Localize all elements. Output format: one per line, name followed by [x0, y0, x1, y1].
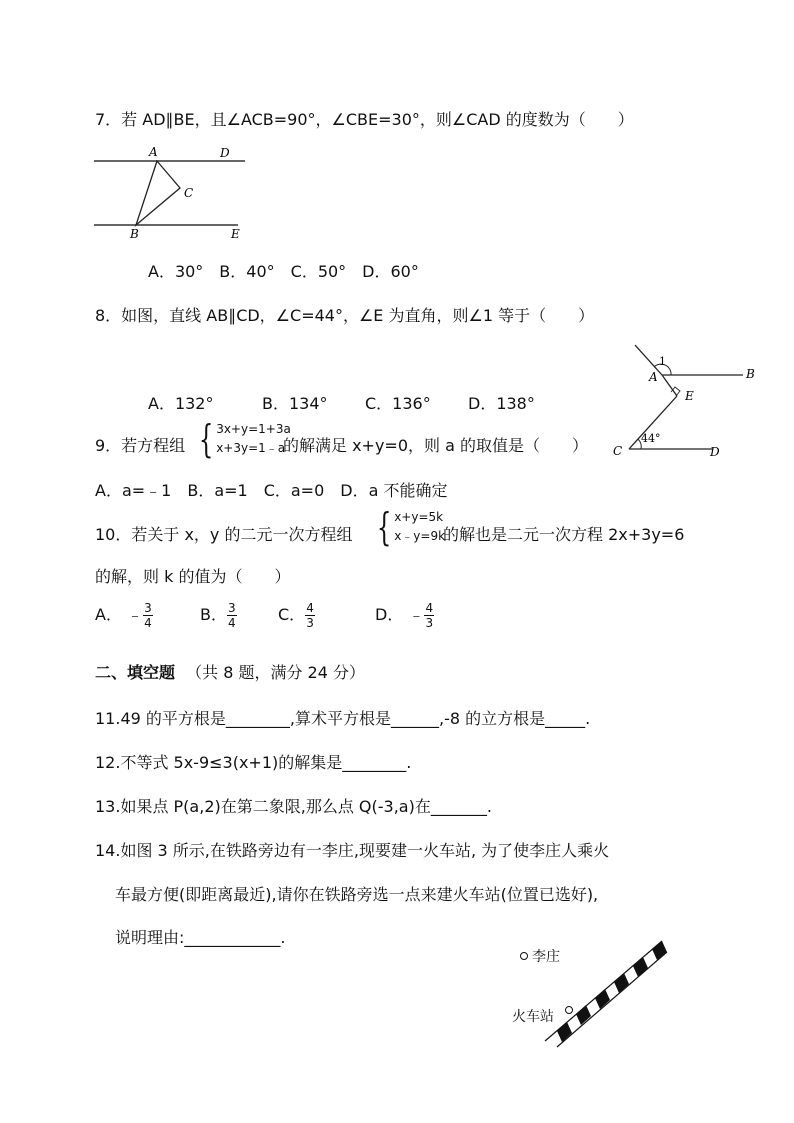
- q10-option-a: A． ﹣ $\frac{3}{4}$: [95, 601, 152, 630]
- q8-label-a: A: [649, 370, 658, 384]
- q8-option-b: B．134°: [262, 394, 328, 413]
- station-label: 火车站: [512, 1009, 554, 1025]
- q7-figure: [90, 140, 250, 245]
- q7-stem: 7．若 AD∥BE，且∠ACB=90°，∠CBE=30°，则∠CAD 的度数为（ ）: [95, 110, 634, 129]
- q9-equation-system: { 3x+y=1+3a x+3y=1﹣a: [198, 417, 291, 461]
- q7-triangle: [136, 161, 180, 225]
- q10-eq1: x+y=5k: [394, 510, 444, 524]
- q8-label-b: B: [746, 367, 755, 381]
- q9-prefix: 9．若方程组: [95, 436, 186, 455]
- q9-eq1: 3x+y=1+3a: [216, 422, 291, 436]
- q10-suffix: 的解也是二元一次方程 2x+3y=6: [443, 525, 685, 544]
- q8-label-e: E: [685, 389, 694, 403]
- q8-option-d: D．138°: [468, 394, 535, 413]
- railway-track: [545, 941, 667, 1047]
- q8-label-44: 44°: [641, 432, 661, 445]
- q8-stem: 8．如图，直线 AB∥CD，∠C=44°，∠E 为直角，则∠1 等于（ ）: [95, 306, 595, 325]
- q8-label-1: 1: [659, 355, 666, 368]
- q10-line2: 的解，则 k 的值为（ ）: [95, 567, 291, 586]
- q10-option-d: D． ﹣ $\frac{4}{3}$: [375, 601, 434, 630]
- q7-label-a: A: [149, 145, 158, 159]
- q14-figure: [505, 935, 675, 1050]
- q10-eq2: x﹣y=9k: [394, 529, 446, 543]
- section2-title: 二、填空题: [95, 663, 176, 682]
- q10-option-b: B． $\frac{3}{4}$: [200, 601, 236, 630]
- q7-label-e: E: [231, 227, 240, 241]
- q10-prefix: 10．若关于 x，y 的二元一次方程组: [95, 525, 353, 544]
- section2-heading: [95, 660, 365, 683]
- q11: 11.49 的平方根是________,算术平方根是______,-8 的立方根是_____.: [95, 709, 591, 728]
- q10-option-c: C． $\frac{4}{3}$: [278, 601, 314, 630]
- q7-label-d: D: [220, 146, 230, 160]
- q13: 13.如果点 P(a,2)在第二象限,那么点 Q(-3,a)在_______.: [95, 797, 492, 816]
- station-point: [566, 1007, 573, 1014]
- q7-options: A．30° B．40° C．50° D．60°: [148, 262, 419, 281]
- q7-label-b: B: [130, 227, 139, 241]
- village-point: [521, 953, 528, 960]
- q8-option-a: A．132°: [148, 394, 214, 413]
- village-label: 李庄: [532, 949, 560, 965]
- q9-eq2: x+3y=1﹣a: [216, 441, 286, 455]
- q10-equation-system: { x+y=5k x﹣y=9k: [376, 505, 446, 549]
- q9-suffix: 的解满足 x+y=0，则 a 的取值是（ ）: [283, 436, 588, 455]
- q8-segment-ae: [662, 375, 677, 396]
- q8-label-d: D: [710, 445, 720, 459]
- q8-option-c: C．136°: [365, 394, 431, 413]
- q8-label-c: C: [613, 444, 623, 458]
- q7-label-c: C: [184, 186, 194, 200]
- q12: 12.不等式 5x-9≤3(x+1)的解集是________.: [95, 753, 412, 772]
- section2-note: （共 8 题，满分 24 分）: [186, 663, 365, 682]
- q14-line2: 车最方便(即距离最近),请你在铁路旁选一点来建火车站(位置已选好),: [115, 885, 599, 904]
- q14-line1: 14.如图 3 所示,在铁路旁边有一李庄,现要建一火车站, 为了使李庄人乘火: [95, 841, 610, 860]
- q9-options: A．a=﹣1 B．a=1 C．a=0 D．a 不能确定: [95, 481, 448, 500]
- q8-figure: [605, 340, 765, 465]
- q14-line3: 说明理由:____________.: [115, 928, 286, 947]
